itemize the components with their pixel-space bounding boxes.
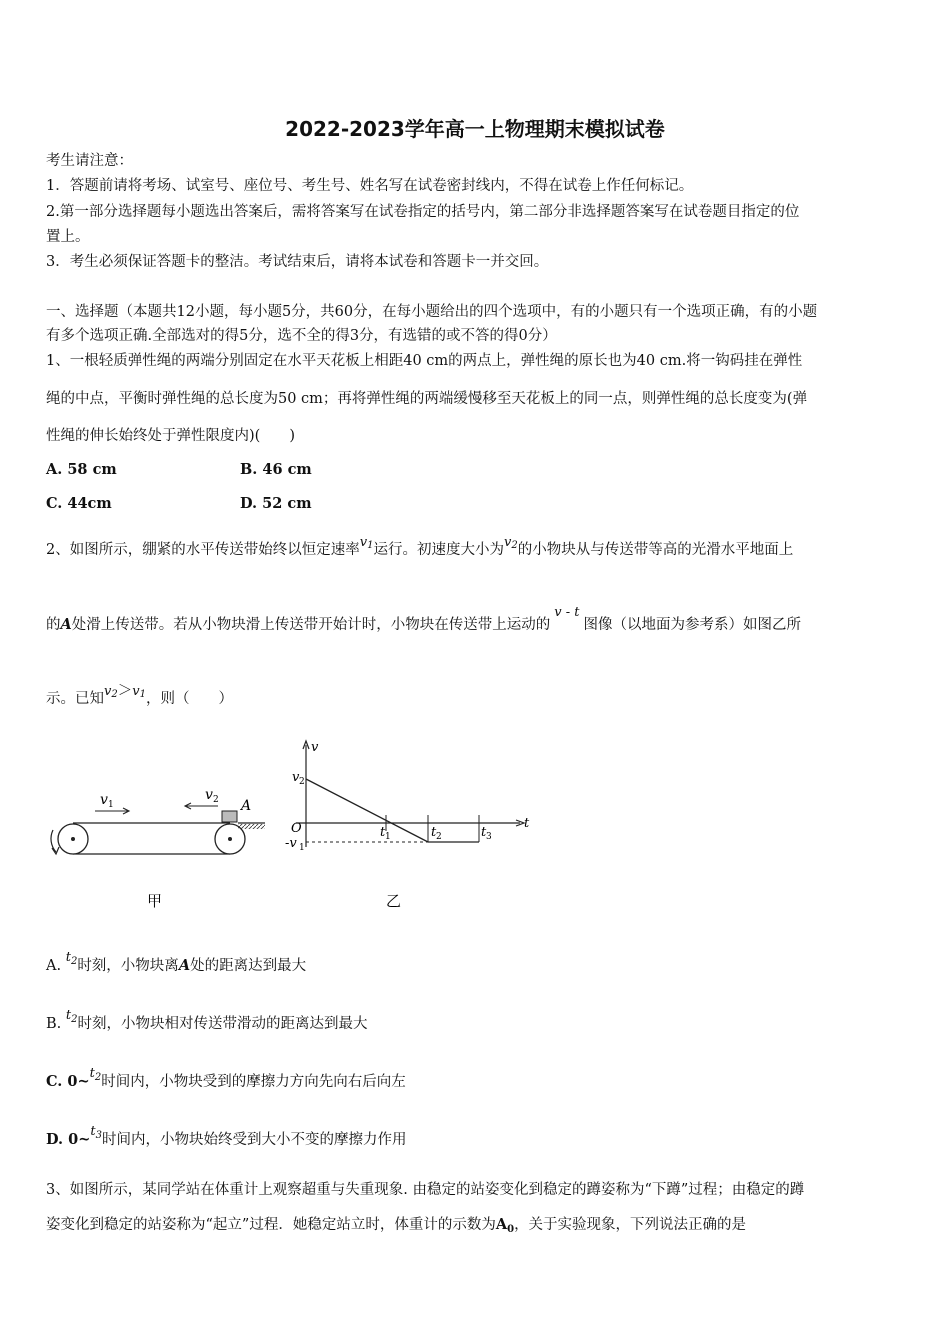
q3-line-1: 3、如图所示，某同学站在体重计上观察超重与失重现象. 由稳定的站姿变化到稳定的蹲姿称为“下蹲”过程；由稳定的蹲: [46, 1182, 805, 1198]
q2-option-a-text: 时刻，小物块离: [77, 958, 179, 974]
q2-cmp-v2-subscript: 2: [111, 689, 118, 700]
notice-item-2: 2.第一部分选择题每小题选出答案后，需将答案写在试卷指定的括号内，第二部分非选择题答案写在试卷题目指定的位: [46, 204, 800, 220]
t3-label: t: [481, 825, 487, 840]
q2-option-b-t: t: [65, 1008, 72, 1023]
fig1-v2-label: v: [205, 787, 213, 803]
q2-point-a: A: [60, 616, 72, 633]
q1-line-1: 1、一根轻质弹性绳的两端分别固定在水平天花板上相距40 cm的两点上，弹性绳的原长也为40 cm.将一钩码挂在弹性: [46, 353, 803, 369]
notice-item-3: 3．考生必须保证答题卡的整洁。考试结束后，请将本试卷和答题卡一并交回。: [46, 254, 549, 270]
q2-option-b-sub: 2: [71, 1014, 78, 1025]
q1-option-d: D. 52 cm: [240, 495, 312, 512]
q2-option-c-prefix: C. 0~: [46, 1073, 90, 1090]
notice-item-1: 1．答题前请将考场、试室号、座位号、考生号、姓名写在试卷密封线内，不得在试卷上作任何标记。: [46, 178, 694, 194]
q2-text-3b: ，则（ ）: [145, 691, 233, 707]
q2-v1-symbol: v: [359, 535, 368, 550]
q3-text-2b: ，关于实验现象，下列说法正确的是: [514, 1217, 747, 1233]
q1-option-c: C. 44cm: [46, 495, 112, 512]
page-title: 2022-2023学年高一上物理期末模拟试卷: [285, 117, 665, 141]
q2-option-d: [46, 1124, 407, 1152]
notice-item-2-cont: 置上。: [46, 229, 90, 245]
fig1-v1-sub: 1: [108, 800, 114, 810]
q2-option-a-text-2: 处的距离达到最大: [190, 958, 307, 974]
q1-line-3: 性绳的伸长始终处于弹性限度内)( ): [46, 428, 295, 444]
q3-a0-sub: 0: [507, 1224, 515, 1235]
graph-segment-decel: [306, 779, 428, 842]
q2-option-d-sub: 3: [95, 1130, 103, 1141]
figure-vt-graph: [280, 737, 540, 917]
q3-a0: A: [495, 1216, 508, 1233]
figure-conveyor: [40, 778, 275, 918]
q2-line-3: [46, 683, 233, 711]
q2-option-b: [46, 1008, 368, 1036]
rotation-arrow-icon: [51, 830, 56, 852]
fig1-v1-label: v: [100, 792, 108, 808]
q2-option-b-text: 时刻，小物块相对传送带滑动的距离达到最大: [77, 1016, 368, 1032]
q2-line-1: [46, 535, 794, 562]
q2-option-c-t: t: [89, 1066, 95, 1081]
fig2-caption: 乙: [386, 892, 402, 910]
q2-vt-symbol: v - t: [554, 605, 580, 620]
v2-tick-sub: 2: [299, 777, 305, 787]
q2-option-a-prefix: A.: [46, 958, 62, 974]
section-heading-line-2: 有多个选项正确.全部选对的得5分，选不全的得3分，有选错的或不答的得0分）: [46, 328, 557, 344]
block: [222, 811, 237, 822]
q1-line-2: 绳的中点，平衡时弹性绳的总长度为50 cm；再将弹性绳的两端缓慢移至天花板上的同一点，则弹性绳的总长度变为(弹: [46, 391, 808, 407]
notice-heading: 考生请注意：: [46, 153, 133, 169]
q2-option-d-prefix: D. 0~: [46, 1131, 91, 1148]
q2-text-2c: 图像（以地面为参考系）如图乙所: [583, 617, 801, 633]
left-pulley-axle: [71, 837, 75, 841]
y-axis-label: v: [311, 740, 319, 755]
q2-option-c-text: 时间内，小物块受到的摩擦力方向先向右后向左: [101, 1074, 406, 1090]
v2-tick-label: v: [292, 770, 300, 785]
x-axis-label: t: [524, 816, 530, 831]
q2-option-d-text: 时间内，小物块始终受到大小不变的摩擦力作用: [102, 1132, 407, 1148]
q2-text-1b: 运行。初速度大小为: [373, 542, 504, 558]
fig1-a-label: A: [241, 798, 252, 814]
t1-sub: 1: [385, 832, 391, 842]
t1-label: t: [380, 825, 386, 840]
q2-option-a: [46, 950, 307, 978]
q2-option-a-point: A: [178, 957, 191, 974]
q2-option-b-prefix: B.: [46, 1016, 62, 1032]
section-heading-line-1: 一、选择题（本题共12小题，每小题5分，共60分，在每小题给出的四个选项中，有的小题只有一个选项正确，有的小题: [46, 304, 818, 320]
q2-option-a-sub: 2: [70, 956, 78, 967]
q2-v1-subscript: 1: [367, 540, 374, 551]
t3-sub: 3: [486, 832, 492, 842]
t2-sub: 2: [436, 832, 442, 842]
fig1-v2-sub: 2: [213, 795, 219, 805]
origin-label: O: [291, 821, 302, 836]
q2-v2-subscript: 2: [511, 540, 518, 551]
q1-option-b: B. 46 cm: [240, 461, 312, 478]
ground-hatch: [238, 824, 265, 829]
fig1-caption: 甲: [147, 892, 163, 910]
q2-text-2b: 处滑上传送带。若从小物块滑上传送带开始计时，小物块在传送带上运动的: [71, 617, 551, 633]
q2-cmp-v2: v: [104, 684, 112, 699]
q3-line-2: [46, 1215, 746, 1237]
negv1-tick-sub: 1: [299, 843, 305, 853]
q3-text-2a: 姿变化到稳定的站姿称为“起立”过程．她稳定站立时，体重计的示数为: [46, 1217, 496, 1233]
q1-option-a: A. 58 cm: [46, 461, 117, 478]
q2-text-3a: 示。已知: [46, 691, 104, 707]
q2-cmp-v1-subscript: 1: [139, 689, 146, 700]
q2-text-1a: 2、如图所示，绷紧的水平传送带始终以恒定速率: [46, 542, 360, 558]
q2-cmp-sign: ＞: [117, 683, 133, 699]
q2-text-1c: 的小物块从与传送带等高的光滑水平地面上: [517, 542, 794, 558]
t2-label: t: [431, 825, 437, 840]
q2-v2-symbol: v: [503, 535, 512, 550]
q2-option-c: [46, 1066, 406, 1094]
q2-cmp-v1: v: [132, 684, 140, 699]
q2-option-a-t: t: [65, 950, 71, 965]
q2-text-2a: 的: [46, 617, 61, 633]
q2-line-2: [46, 605, 801, 636]
q2-option-d-t: t: [90, 1124, 96, 1139]
negv1-tick-label: -v: [285, 836, 297, 851]
right-pulley-axle: [228, 837, 232, 841]
q2-option-c-sub: 2: [94, 1072, 102, 1083]
